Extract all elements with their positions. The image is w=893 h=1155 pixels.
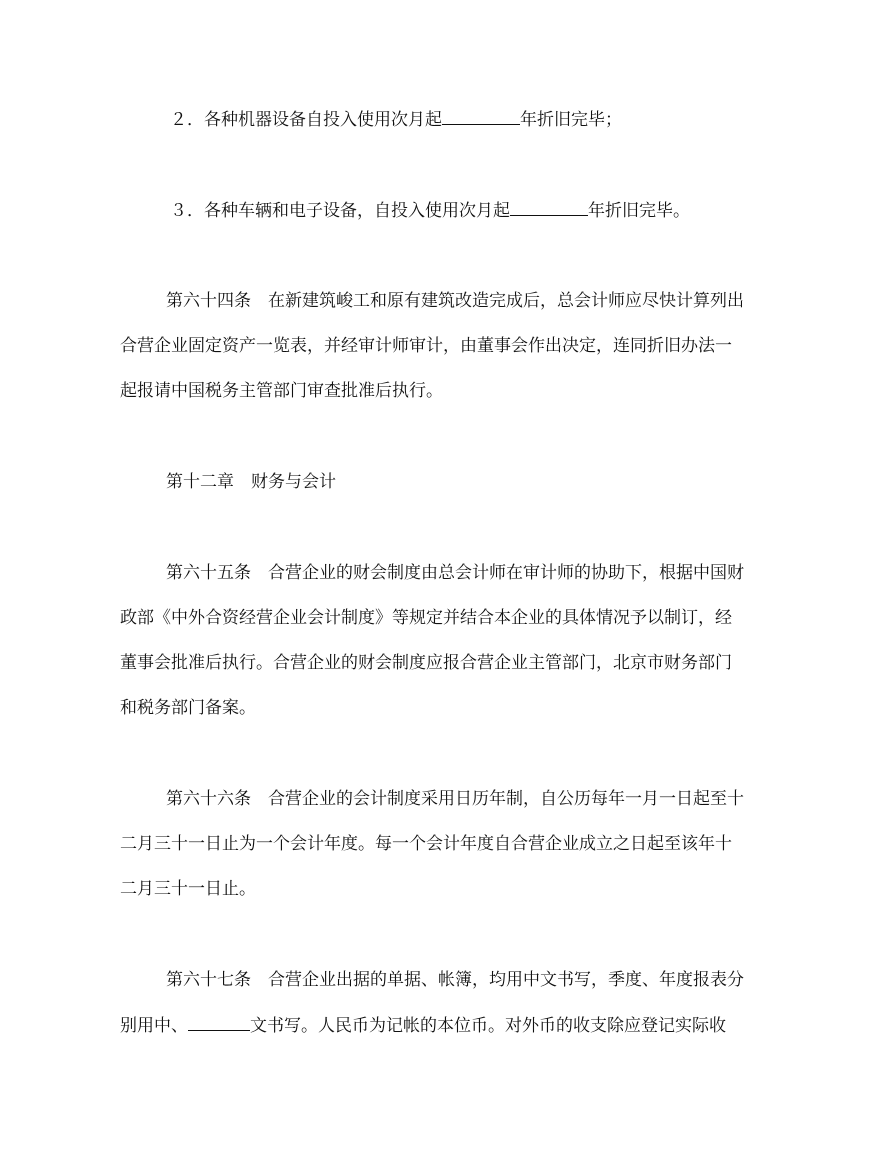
article-67-line-1: 第六十七条 合营企业出据的单据、帐簿，均用中文书写，季度、年度报表分 [166,970,744,990]
item-3 [0,199,893,222]
chapter-heading: 第十二章 财务与会计 [166,472,336,492]
fill-in-blank[interactable] [510,199,588,216]
item-2-text: ２．各种机器设备自投入使用次月起 [170,110,442,130]
article-67-line-2-end: 文书写。人民币为记帐的本位币。对外币的收支除应登记实际收 [250,1016,726,1036]
item-2 [0,108,893,131]
article-65-line-2: 政部《中外合资经营企业会计制度》等规定并结合本企业的具体情况予以制订，经 [120,608,732,628]
fill-in-blank[interactable] [188,1014,250,1031]
fill-in-blank[interactable] [442,108,520,125]
article-64-line-2: 合营企业固定资产一览表，并经审计师审计，由董事会作出决定，连同折旧办法一 [120,336,732,356]
article-67-line-2-start: 别用中、 [120,1016,188,1036]
item-2-text-end: 年折旧完毕； [520,110,622,130]
article-64-line-3: 起报请中国税务主管部门审查批准后执行。 [120,381,443,401]
article-67-line-2 [0,1014,893,1037]
article-65-line-4: 和税务部门备案。 [120,698,256,718]
article-65-line-3: 董事会批准后执行。合营企业的财会制度应报合营企业主管部门，北京市财务部门 [120,653,732,673]
article-66-line-2: 二月三十一日止为一个会计年度。每一个会计年度自合营企业成立之日起至该年十 [120,834,732,854]
article-66-line-1: 第六十六条 合营企业的会计制度采用日历年制，自公历每年一月一日起至十 [166,789,744,809]
item-3-text-end: 年折旧完毕。 [588,201,690,221]
article-65-line-1: 第六十五条 合营企业的财会制度由总会计师在审计师的协助下，根据中国财 [166,563,744,583]
article-64-line-1: 第六十四条 在新建筑峻工和原有建筑改造完成后，总会计师应尽快计算列出 [166,291,744,311]
article-66-line-3: 二月三十一日止。 [120,879,256,899]
item-3-text: ３．各种车辆和电子设备，自投入使用次月起 [170,201,510,221]
